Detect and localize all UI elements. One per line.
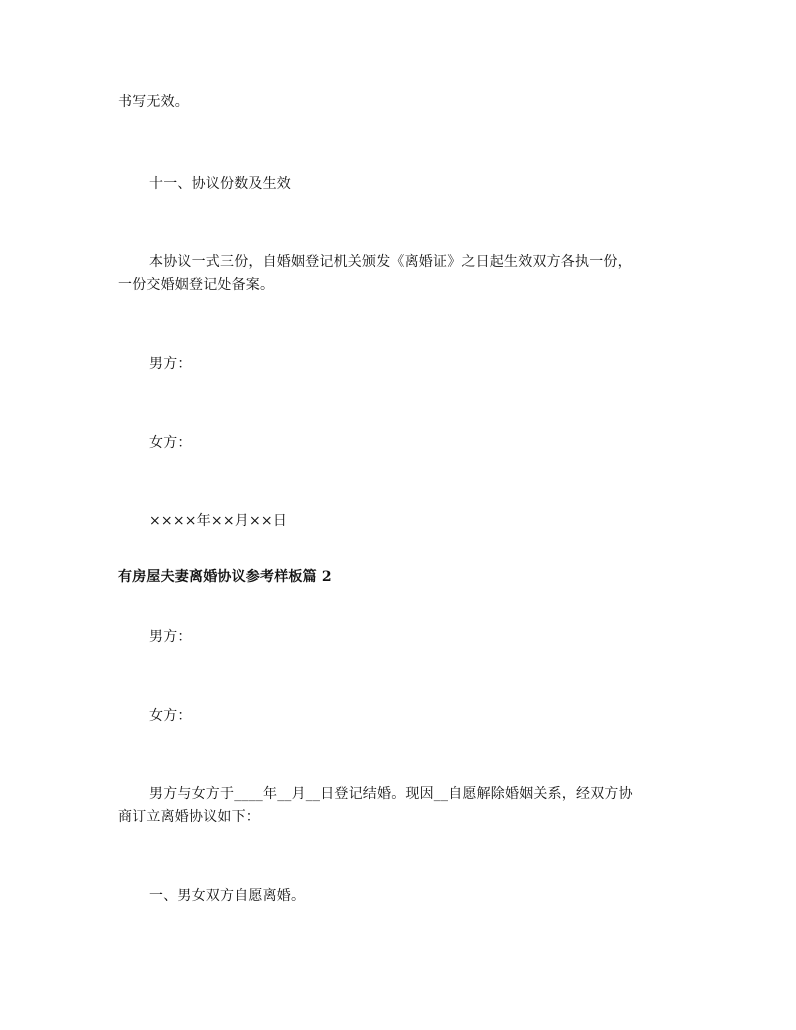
male-party-label: 男方：: [149, 356, 192, 372]
female-party-label: 女方：: [149, 435, 192, 451]
male-party-label: 男方：: [149, 629, 192, 645]
document-title: 有房屋夫妻离婚协议参考样板篇 2: [118, 569, 332, 585]
paragraph-line: 商订立离婚协议如下：: [118, 809, 260, 825]
date-line: ××××年××月××日: [149, 513, 288, 529]
paragraph-line: 书写无效。: [118, 94, 189, 110]
female-party-label: 女方：: [149, 708, 192, 724]
clause-line: 一、男女双方自愿离婚。: [149, 888, 306, 904]
paragraph-line: 男方与女方于____年__月__日登记结婚。现因__自愿解除婚姻关系，经双方协: [149, 786, 633, 802]
paragraph-line: 一份交婚姻登记处备案。: [118, 277, 275, 293]
section-heading: 十一、协议份数及生效: [149, 176, 291, 192]
paragraph-line: 本协议一式三份，自婚姻登记机关颁发《离婚证》之日起生效双方各执一份，: [149, 254, 632, 270]
